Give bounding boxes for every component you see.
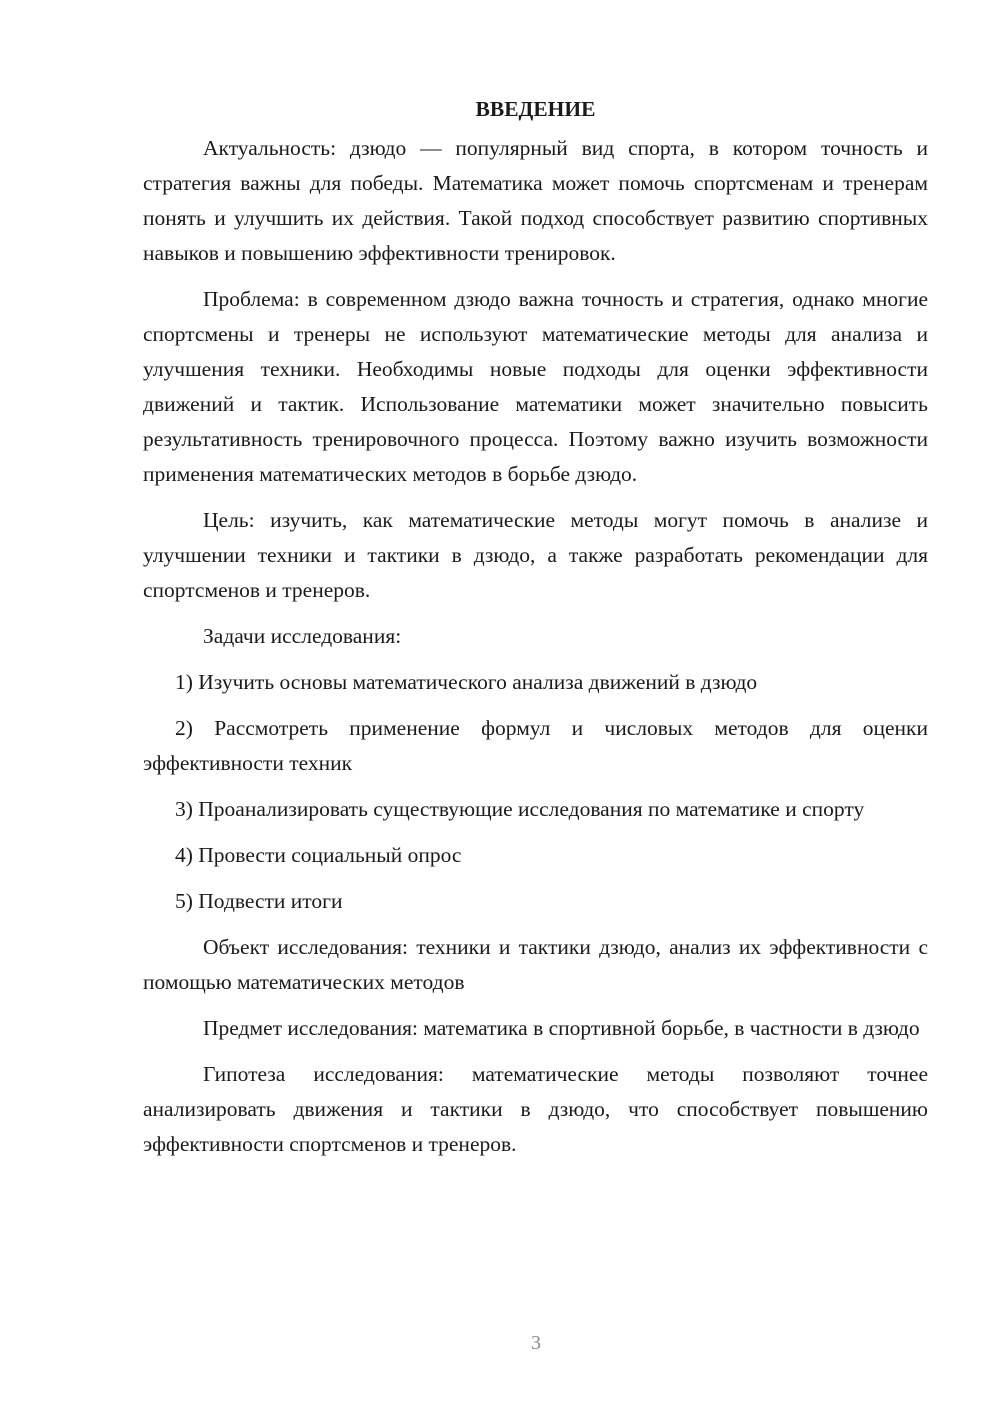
task-item-4: 4) Провести социальный опрос xyxy=(175,843,462,867)
document-page xyxy=(143,92,928,1162)
hypothesis-paragraph: Гипотеза исследования: математические методы позволяют точнее анализировать движения и тактики в дзюдо, что способствует повышению эффективности спортсменов и тренеров. xyxy=(143,1062,928,1156)
subject-paragraph: Предмет исследования: математика в спортивной борьбе, в частности в дзюдо xyxy=(203,1016,920,1040)
goal-paragraph: Цель: изучить, как математические методы могут помочь в анализе и улучшении техники и тактики в дзюдо, а также разработать рекомендации для спортсменов и тренеров. xyxy=(143,508,928,602)
page-number: 3 xyxy=(531,1332,541,1354)
tasks-heading: Задачи исследования: xyxy=(203,624,402,648)
task-item-5: 5) Подвести итоги xyxy=(175,889,343,913)
relevance-paragraph: Актуальность: дзюдо — популярный вид спорта, в котором точность и стратегия важны для победы. Математика может помочь спортсменам и тренерам понять и улучшить их действия. Такой подход способствует развитию спортивных навыков и повышению эффективности тренировок. xyxy=(143,136,928,265)
task-item-1: 1) Изучить основы математического анализа движений в дзюдо xyxy=(175,670,758,694)
task-item-2: 2) Рассмотреть применение формул и числовых методов для оценки эффективности техник xyxy=(143,716,928,775)
problem-paragraph: Проблема: в современном дзюдо важна точность и стратегия, однако многие спортсмены и тренеры не используют математические методы для анализа и улучшения техники. Необходимы новые подходы для оценки эффективности движений и тактик. Использование математики может значительно повысить результативность тренировочного процесса. Поэтому важно изучить возможности применения математических методов в борьбе дзюдо. xyxy=(143,287,928,486)
task-item-3: 3) Проанализировать существующие исследования по математике и спорту xyxy=(175,797,865,821)
section-title: ВВЕДЕНИЕ xyxy=(475,97,596,121)
object-paragraph: Объект исследования: техники и тактики дзюдо, анализ их эффективности с помощью математических методов xyxy=(143,935,928,994)
